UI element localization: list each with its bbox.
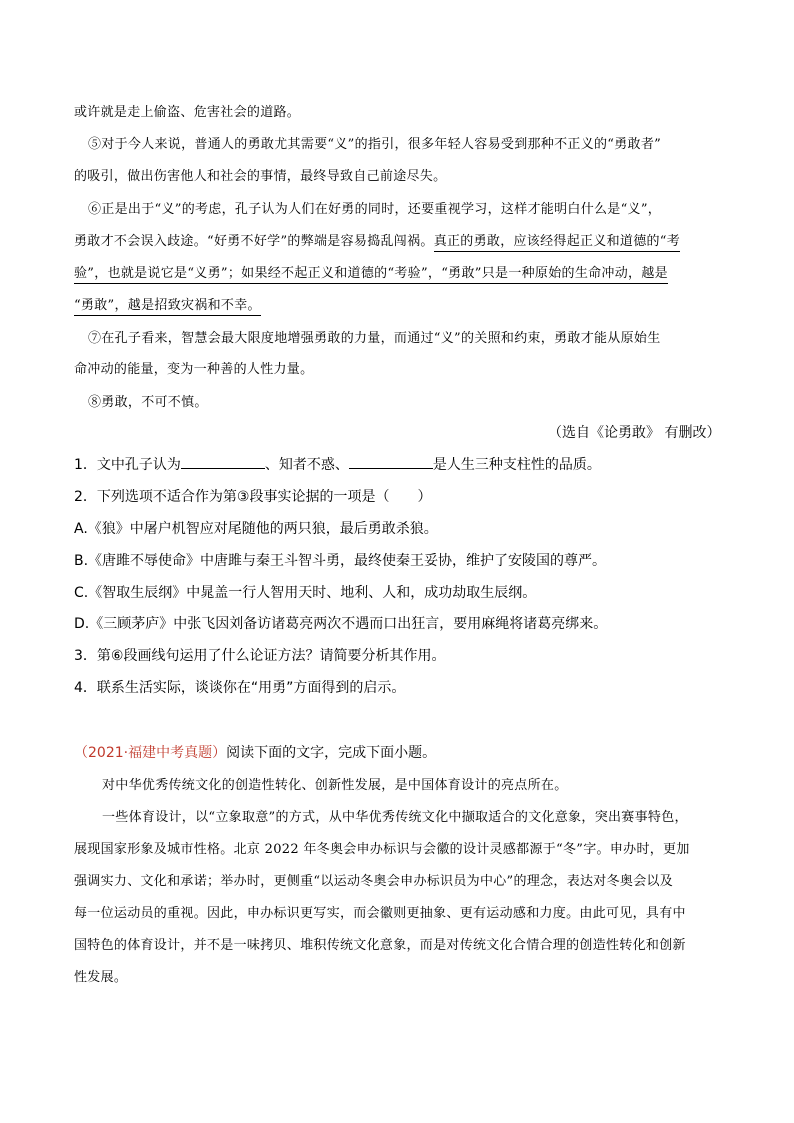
- section-2-instruction: 阅读下面的文字，完成下面小题。: [226, 745, 437, 761]
- option-b: B.《唐雎不辱使命》中唐雎与秦王斗智斗勇，最终使秦王妥协，维护了安陵国的尊严。: [74, 553, 607, 569]
- underlined-sentence: 真正的勇敢，应该经得起正义和道德的“考: [434, 234, 680, 252]
- option-a: A.《狼》中屠户机智应对尾随他的两只狼，最后勇敢杀狼。: [74, 521, 438, 537]
- section-2-header: [74, 742, 436, 762]
- answer-blank-1[interactable]: [181, 454, 265, 469]
- section-2-line-1: 对中华优秀传统文化的创造性转化、创新性发展，是中国体育设计的亮点所在。: [102, 778, 568, 793]
- exam-source-tag: （2021·福建中考真题）: [74, 745, 227, 761]
- option-d: D.《三顾茅庐》中张飞因刘备访诸葛亮两次不遇而口出狂言，要用麻绳将诸葛亮绑来。: [74, 616, 608, 632]
- paragraph-6-line-2: [74, 230, 680, 249]
- underlined-sentence: “勇敢”，越是招致灾祸和不幸。: [74, 298, 261, 316]
- paragraph-6-text: 勇敢才不会误入歧途。“好勇不好学”的弊端是容易捣乱闯祸。: [74, 234, 434, 249]
- paragraph-5-line-2: 的吸引，做出伤害他人和社会的事情，最终导致自己前途尽失。: [74, 169, 447, 184]
- passage-line: 或许就是走上偷盗、危害社会的道路。: [74, 105, 301, 120]
- question-1: 1．文中孔子认为 、知者不惑、 是人生三种支柱性的品质。: [74, 454, 601, 474]
- section-2-line-7: 性发展。: [74, 970, 128, 985]
- option-c: C.《智取生辰纲》中晁盖一行人智用天时、地利、人和，成功劫取生辰纲。: [74, 585, 537, 601]
- question-4: 4．联系生活实际，谈谈你在“用勇”方面得到的启示。: [74, 680, 406, 696]
- paragraph-7-line-1: ⑦在孔子看来，智慧会最大限度地增强勇敢的力量，而通过“义”的关照和约束，勇敢才能从原始生: [88, 331, 661, 346]
- paragraph-6-line-1: ⑥正是出于“义”的考虑，孔子认为人们在好勇的同时，还要重视学习，这样才能明白什么是“义”，: [88, 202, 662, 217]
- paragraph-6-line-4: [74, 294, 261, 313]
- section-2-line-2: 一些体育设计，以“立象取意”的方式，从中华优秀传统文化中撷取适合的文化意象，突出赛事特色，: [102, 810, 688, 825]
- section-2-line-6: 国特色的体育设计，并不是一味拷贝、堆积传统文化意象，而是对传统文化合情合理的创造性转化和创新: [74, 938, 686, 953]
- answer-blank-2[interactable]: [349, 454, 433, 469]
- section-2-line-4: 强调实力、文化和承诺；举办时，更侧重“以运动冬奥会申办标识员为中心”的理念，表达对冬奥会以及: [74, 874, 674, 889]
- question-3: 3．第⑥段画线句运用了什么论证方法？请简要分析其作用。: [74, 648, 446, 664]
- paragraph-5-line-1: ⑤对于今人来说，普通人的勇敢尤其需要“义”的指引，很多年轻人容易受到那种不正义的“勇敢者”: [88, 137, 662, 152]
- paragraph-6-line-3: [74, 262, 668, 281]
- question-2: 2．下列选项不适合作为第③段事实论据的一项是（ ）: [74, 489, 432, 505]
- paragraph-8: ⑧勇敢，不可不慎。: [88, 395, 208, 410]
- underlined-sentence: 验”，也就是说它是“义勇”；如果经不起正义和道德的“考验”，“勇敢”只是一种原始的生命冲动，越是: [74, 266, 668, 284]
- section-2-line-5: 每一位运动员的重视。因此，申办标识更写实，而会徽则更抽象、更有运动感和力度。由此可见，具有中: [74, 906, 686, 921]
- paragraph-7-line-2: 命冲动的能量，变为一种善的人性力量。: [74, 362, 314, 377]
- section-2-line-3: 展现国家形象及城市性格。北京 2022 年冬奥会申办标识与会徽的设计灵感都源于“冬”字。申办时，更加: [74, 842, 690, 857]
- passage-source: （选自《论勇敢》 有删改）: [548, 425, 721, 441]
